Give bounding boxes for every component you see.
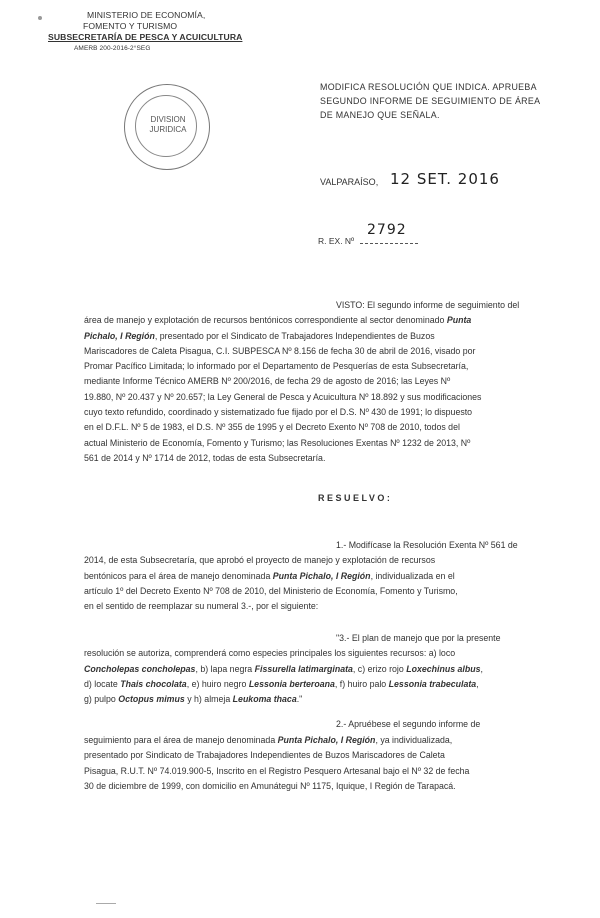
subject-line-3: DE MANEJO QUE SEÑALA. <box>320 110 440 120</box>
item1-line: 2014, de esta Subsecretaría, que aprobó el proyecto de manejo y explotación de recursos <box>84 555 436 566</box>
visto-line: 561 de 2014 y Nº 1714 de 2012, todas de esta Subsecretaría. <box>84 452 326 463</box>
item2-line: 30 de diciembre de 1999, con domicilio en Amunátegui Nº 1175, Iquique, I Región de Tarapacá. <box>84 781 456 792</box>
quote-line: d) locate Thais chocolata, e) huiro negro Lessonia berteroana, f) huiro palo Lessonia trabeculata, <box>84 678 479 689</box>
stamp-text <box>125 115 211 135</box>
item1-line: bentónicos para el área de manejo denominada Punta Pichalo, I Región, individualizada en el <box>84 570 455 581</box>
item-2-paragraph <box>84 717 552 795</box>
quote-line: Concholepas concholepas, b) lapa negra Fissurella latimarginata, c) erizo rojo Loxechinus albus, <box>84 663 483 674</box>
visto-paragraph <box>84 298 552 466</box>
numeral-3-paragraph <box>84 631 552 707</box>
header <box>48 10 243 54</box>
visto-line: área de manejo y explotación de recursos bentónicos correspondiente al sector denominado Punta <box>84 315 472 326</box>
stamp-text-juridica: JURIDICA <box>149 125 187 134</box>
item1-line: en el sentido de reemplazar su numeral 3.-, por el siguiente: <box>84 601 319 612</box>
visto-line: VISTO: El segundo informe de seguimiento del <box>336 300 520 310</box>
scan-mark <box>96 903 116 904</box>
subject <box>320 80 570 122</box>
quote-line: resolución se autoriza, comprenderá como especies principales los siguientes recursos: a) loco <box>84 648 456 659</box>
rex-number: 2792 <box>367 222 407 238</box>
resuelvo-heading: RESUELVO: <box>318 493 393 503</box>
visto-line: Pichalo, I Región, presentado por el Sindicato de Trabajadores Independientes de Buzos <box>84 330 435 341</box>
date-label: VALPARAÍSO, <box>320 177 379 187</box>
item-1-paragraph <box>84 538 552 614</box>
juridica-stamp <box>124 84 210 170</box>
rex-label: R. EX. Nº <box>318 236 355 246</box>
date-value: 12 SET. 2016 <box>390 170 500 188</box>
visto-line: en el D.F.L. Nº 5 de 1983, el D.S. Nº 355 de 1995 y el Decreto Exento Nº 708 de 2010, todos del <box>84 422 460 433</box>
visto-line: cuyo texto refundido, coordinado y sistematizado fue fijado por el D.S. Nº 430 de 1991; lo dispuesto <box>84 407 473 418</box>
subject-line-1: MODIFICA RESOLUCIÓN QUE INDICA. APRUEBA <box>320 82 537 92</box>
item2-line: 2.- Apruébese el segundo informe de <box>336 719 481 729</box>
header-ministry-sub: FOMENTO Y TURISMO <box>83 21 178 31</box>
header-ministry: MINISTERIO DE ECONOMÍA, <box>87 10 206 20</box>
stamp-text-division: DIVISION <box>150 115 186 124</box>
visto-line: 19.880, Nº 20.437 y Nº 20.657; la Ley General de Pesca y Acuicultura Nº 18.892 y sus modificaciones <box>84 391 482 402</box>
quote-line: "3.- El plan de manejo que por la presente <box>336 633 501 643</box>
header-reference: AMERB 200-2016-2°SEG <box>74 45 151 52</box>
subject-line-2: SEGUNDO INFORME DE SEGUIMIENTO DE ÁREA <box>320 96 541 106</box>
scan-mark <box>38 16 42 20</box>
header-subsecretaria: SUBSECRETARÍA DE PESCA Y ACUICULTURA <box>48 32 243 42</box>
visto-line: actual Ministerio de Economía, Fomento y Turismo; las Resoluciones Exentas Nº 1232 de 2013, Nº <box>84 437 471 448</box>
quote-line: g) pulpo Octopus mimus y h) almeja Leukoma thaca." <box>84 694 303 705</box>
rex-underline <box>360 242 418 244</box>
item2-line: Pisagua, R.U.T. Nº 74.019.900-5, Inscrito en el Registro Pesquero Artesanal bajo el Nº 32 de fecha <box>84 765 470 776</box>
visto-line: mediante Informe Técnico AMERB Nº 200/2016, de fecha 29 de agosto de 2016; las Leyes Nº <box>84 376 451 387</box>
item1-line: artículo 1º del Decreto Exento Nº 708 de 2010, del Ministerio de Economía, Fomento y Turismo, <box>84 585 458 596</box>
visto-line: Mariscadores de Caleta Pisagua, C.I. SUBPESCA Nº 8.156 de fecha 30 de abril de 2016, visado por <box>84 345 476 356</box>
item2-line: presentado por Sindicato de Trabajadores Independientes de Buzos Mariscadores de Caleta <box>84 750 445 761</box>
item1-line: 1.- Modifícase la Resolución Exenta Nº 561 de <box>336 540 518 550</box>
visto-line: Promar Pacífico Limitada; lo informado por el Departamento de Pesquerías de esta Subsecretaría, <box>84 361 469 372</box>
item2-line: seguimiento para el área de manejo denominada Punta Pichalo, I Región, ya individualizada, <box>84 734 453 745</box>
